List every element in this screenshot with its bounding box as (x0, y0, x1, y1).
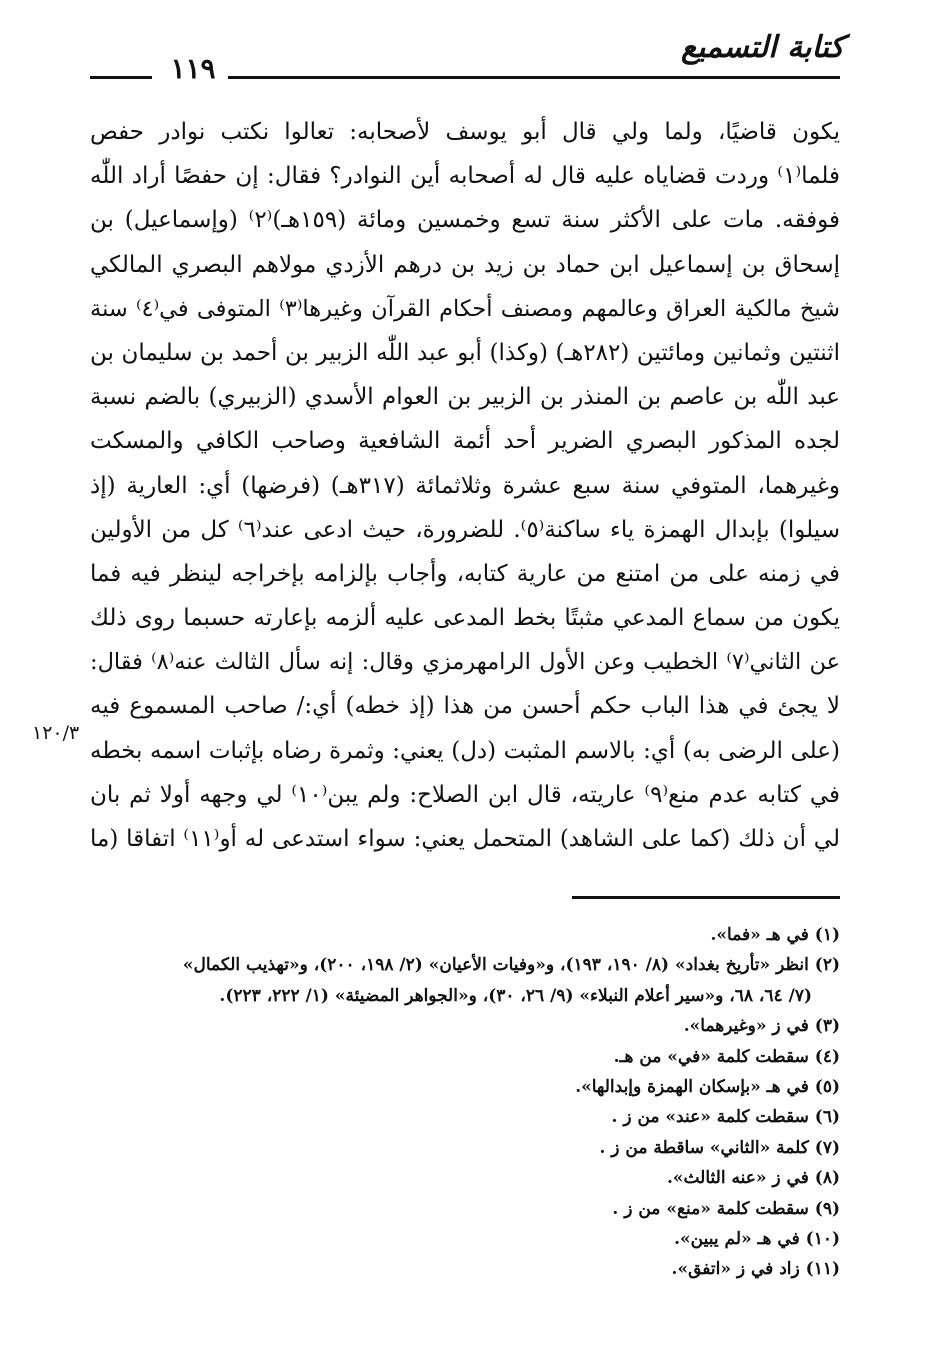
text-line: (على الرضى به) أي: بالاسم المثبت (دل) يعني: وثمرة رضاه بإثبات اسمه بخطه (90, 737, 840, 764)
text-line: فلما⁽١⁾ وردت قضاياه عليه قال له أصحابه أين النوادر؟ فقال: إن حفصًا أراد اللّٰه (90, 163, 840, 190)
text-line: سيلوا) بإبدال الهمزة ياء ساكنة⁽٥⁾. للضرورة، حيث ادعى عند⁽٦⁾ كل من الأولين (90, 516, 840, 543)
text-line: يكون من سماع المدعي مثبتًا بخط المدعى عليه ألزمه بإعارته حسبما روى ذلك (90, 605, 840, 632)
text-line: فوفقه. مات على الأكثر سنة تسع وخمسين ومائة (١٥٩هـ)⁽٢⁾ (وإسماعيل) بن (90, 207, 840, 234)
text-line: وغيرهما، المتوفي سنة سبع عشرة وثلاثمائة (٣١٧هـ) (فرضها) أي: العارية (إذ (90, 472, 840, 499)
text-line: يكون قاضيًا، ولما ولي قال أبو يوسف لأصحابه: تعالوا نكتب نوادر حفص (90, 119, 840, 145)
footnote: (٤) سقطت كلمة «في» من هـ. (613, 1046, 840, 1067)
text-line: في زمنه على من امتنع من عارية كتابه، وأجاب بإلزامه بإخراجه لينظر فيه فما (90, 560, 840, 587)
footnote-separator (572, 896, 840, 899)
footnotes (70, 920, 840, 1285)
text-line: لي أن ذلك (كما على الشاهد) المتحمل يعني: سواء استدعى له أو⁽١١⁾ اتفاقا (ما (90, 826, 840, 852)
footnote-continuation: (٧/ ٦٤، ٦٨، و«سير أعلام النبلاء» (٩/ ٢٦، ٣٠)، و«الجواهر المضيئة» (١/ ٢٢٢، ٢٢٣). (219, 985, 812, 1006)
text-line: عن الثاني⁽٧⁾ الخطيب وعن الأول الرامهرمزي وقال: إنه سأل الثالث عنه⁽٨⁾ فقال: (90, 649, 840, 676)
footnote: (٩) سقطت كلمة «منع» من ز . (612, 1198, 840, 1219)
text-line: لا يجئ في هذا الباب حكم أحسن من هذا (إذ خطه) أي:/ صاحب المسموع فيه (90, 693, 840, 720)
footnote: (٦) سقطت كلمة «عند» من ز . (611, 1107, 840, 1128)
text-line: في كتابه عدم منع⁽٩⁾ عاريته، قال ابن الصلاح: ولم يبن⁽١٠⁾ لي وجهه أولا ثم بان (90, 781, 840, 808)
header-rule-right (228, 76, 840, 79)
footnote: (١٠) في هـ «لم يبين». (674, 1229, 840, 1250)
footnote: (١١) زاد في ز «اتفق». (671, 1259, 840, 1280)
footnote: (١) في هـ «فما». (710, 925, 840, 945)
footnote: (٢) انظر «تأريخ بغداد» (٨/ ١٩٠، ١٩٣)، و«وفيات الأعيان» (٢/ ١٩٨، ٢٠٠)، و«تهذيب الكمال» (182, 955, 840, 976)
text-line: شيخ مالكية العراق وعالمهم ومصنف أحكام القرآن وغيرها⁽٣⁾ المتوفى في⁽٤⁾ سنة (90, 295, 840, 322)
margin-folio-note: ١٢٠/٣ (32, 722, 80, 744)
text-line: عبد اللّٰه بن عاصم بن المنذر بن الزبير بن العوام الأسدي (الزبيري) بالضم نسبة (90, 384, 840, 411)
main-text (90, 110, 840, 861)
text-line: اثنتين وثمانين ومائتين (٢٨٢هـ) (وكذا) أبو عبد اللّٰه الزبير بن أحمد بن سليمان بن (90, 339, 840, 366)
running-header-title: كتابة التسميع (680, 30, 844, 65)
page-number: ١١٩ (170, 52, 216, 85)
text-line: إسحاق بن إسماعيل ابن حماد بن زيد بن درهم الأزدي مولاهم البصري المالكي (90, 251, 840, 278)
footnote: (٣) في ز «وغيرهما». (683, 1016, 840, 1037)
footnote: (٨) في ز «عنه الثالث». (666, 1168, 840, 1189)
footnote: (٥) في هـ «بإسكان الهمزة وإبدالها». (575, 1077, 840, 1098)
footnote: (٧) كلمة «الثاني» ساقطة من ز . (599, 1137, 840, 1158)
text-line: لجده المذكور البصري الضرير أحد أئمة الشافعية وصاحب الكافي والمسكت (90, 428, 840, 455)
header-rule-left (90, 76, 152, 79)
